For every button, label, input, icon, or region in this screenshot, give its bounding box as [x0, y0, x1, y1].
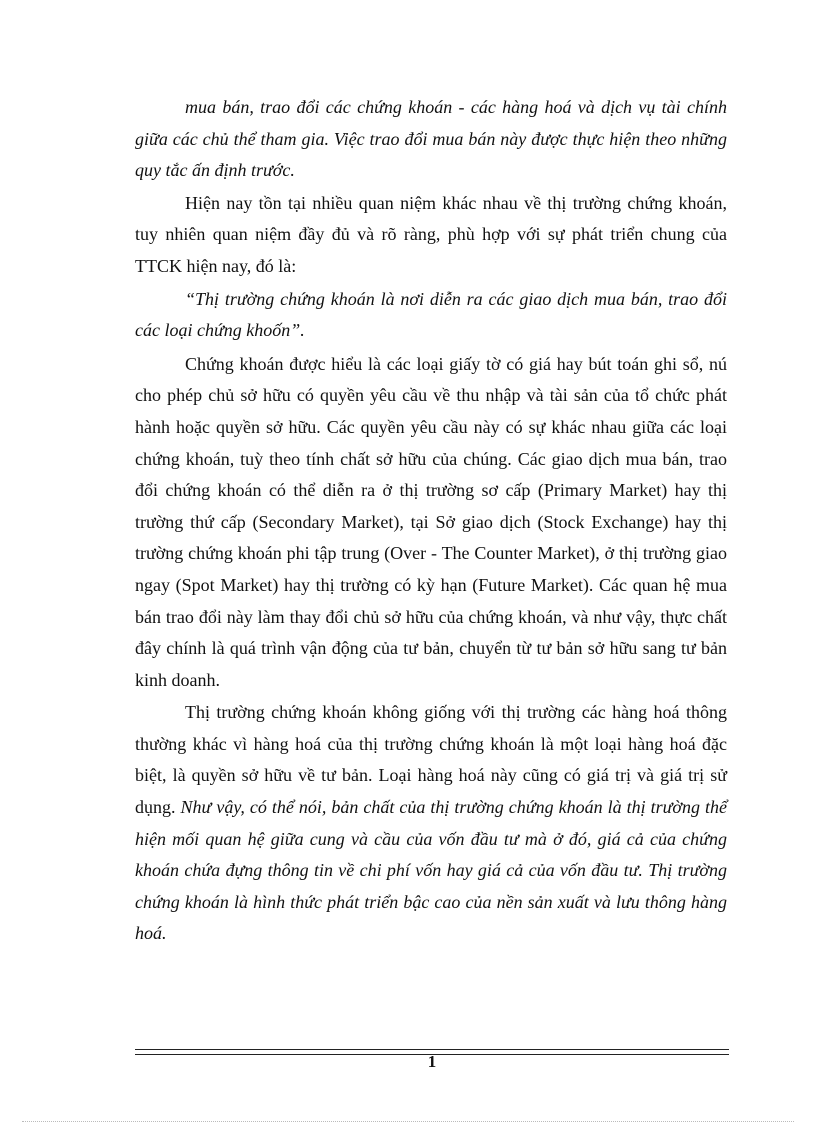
paragraph-market-definition-end [135, 92, 727, 187]
paragraph-concepts-intro [135, 188, 727, 283]
text-segment: Thị trường chứng khoán không giống với thị trường các hàng hoá thông thường khác vì hàng hoá của thị trường chứng khoán là một loại hàng hoá đặc biệt, là quyền sở hữu về tư bản. Loại hàng hoá này cũng có giá trị và giá trị sử dụng. [135, 702, 727, 818]
page-bottom-edge [22, 1121, 794, 1122]
text-segment: Hiện nay tồn tại nhiều quan niệm khác nhau về thị trường chứng khoán, tuy nhiên quan niệm đầy đủ và rõ ràng, phù hợp với sự phát triển chung của TTCK hiện nay, đó là: [135, 192, 727, 276]
page-number: 1 [427, 1052, 437, 1071]
text-segment-italic: Như vậy, có thể nói, bản chất của thị trường chứng khoán là thị trường thể hiện mối quan hệ giữa cung và cầu của vốn đầu tư mà ở đó, giá cả của chứng khoán chứa đựng thông tin về chi phí vốn hay giá cả của vốn đầu tư. Thị trường chứng khoán là hình thức phát triển bậc cao của nền sản xuất và lưu thông hàng hoá. [135, 797, 728, 944]
paragraph-definition-quote [135, 284, 727, 347]
text-segment: Chứng khoán được hiểu là các loại giấy tờ có giá hay bút toán ghi sổ, nú cho phép chủ sở hữu có quyền yêu cầu về thu nhập và tài sản của tổ chức phát hành hoặc quyền sở hữu. Các quyền yêu cầu này có sự khác nhau giữa các loại chứng khoán, tuỳ theo tính chất sở hữu của chúng. Các giao dịch mua bán, trao đổi chứng khoán có thể diễn ra ở thị trường sơ cấp (Primary Market) hay thị trường thứ cấp (Secondary Market), tại Sở giao dịch (Stock Exchange) hay thị trường chứng khoán phi tập trung (Over - The Counter Market), ở thị trường giao ngay (Spot Market) hay thị trường có kỳ hạn (Future Market). Các quan hệ mua bán trao đổi này làm thay đổi chủ sở hữu của chứng khoán, và như vậy, thực chất đây chính là quá trình vận động của tư bản, chuyển từ tư bản sở hữu sang tư bản kinh doanh. [135, 353, 727, 690]
text-segment: “Thị trường chứng khoán là nơi diễn ra các giao dịch mua bán, trao đổi các loại chứng khoốn”. [135, 288, 727, 341]
document-body [135, 92, 727, 951]
paragraph-securities-explanation [135, 349, 727, 697]
text-segment: mua bán, trao đổi các chứng khoán - các hàng hoá và dịch vụ tài chính giữa các chủ thể tham gia. Việc trao đổi mua bán này được thực hiện theo những quy tắc ấn định trước. [135, 97, 727, 181]
paragraph-market-nature [135, 697, 727, 950]
